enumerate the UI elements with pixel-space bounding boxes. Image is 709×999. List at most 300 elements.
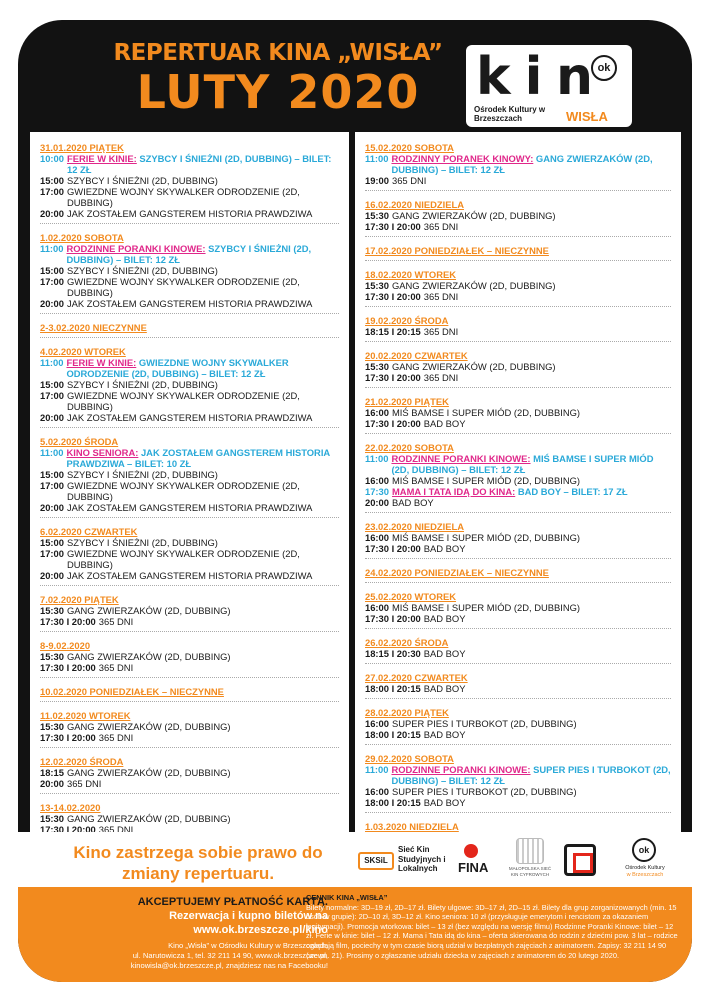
screening-event-label: MAMA I TATA IDĄ DO KINA: (391, 486, 516, 497)
screening-time: 18:00 I 20:15 (365, 797, 421, 808)
screening-time: 17:30 I 20:00 (365, 221, 421, 232)
schedule-day (365, 396, 671, 434)
screening-film: BAD BOY – BILET: 17 ZŁ (515, 486, 628, 497)
screening-time: 16:00 (365, 602, 389, 613)
day-heading: 31.01.2020 PIĄTEK (40, 142, 124, 153)
screening-row (365, 602, 671, 613)
day-heading: 16.02.2020 NIEDZIELA (365, 199, 465, 210)
screening-time: 20:00 (40, 502, 64, 513)
screening-row (40, 186, 339, 208)
screening-row (365, 291, 671, 302)
schedule-column-left (30, 132, 349, 832)
schedule-day (40, 232, 339, 314)
screening-row (365, 543, 671, 554)
screening-time: 15:30 (40, 605, 64, 616)
screening-title (424, 221, 671, 232)
screening-time: 20:00 (40, 208, 64, 219)
screening-title (392, 361, 671, 372)
screening-title (67, 767, 339, 778)
screening-row (40, 208, 339, 219)
screening-film: GWIEZDNE WOJNY SKYWALKER ODRODZENIE (2D, DUBBING) (66, 548, 300, 570)
screening-time: 15:00 (40, 175, 64, 186)
screening-film: BAD BOY (423, 648, 466, 659)
screening-title (66, 447, 339, 469)
screening-time: 16:00 (365, 407, 389, 418)
screening-time: 16:00 (365, 532, 389, 543)
screening-time: 17:30 I 20:00 (365, 291, 421, 302)
screening-time: 17:30 I 20:00 (40, 732, 96, 743)
screening-row (365, 764, 671, 786)
schedule-day (365, 199, 671, 237)
screening-time: 17:00 (40, 186, 64, 197)
screening-title (66, 243, 339, 265)
screening-row (40, 469, 339, 480)
screening-title (67, 379, 339, 390)
screening-row (365, 718, 671, 729)
screening-film: BAD BOY (423, 418, 466, 429)
screening-title (391, 764, 671, 786)
screening-time: 10:00 (40, 153, 64, 164)
screening-title (67, 469, 339, 480)
screening-title (67, 537, 339, 548)
screening-film: MIŚ BAMSE I SUPER MIÓD (2D, DUBBING) (391, 532, 581, 543)
schedule-day (40, 756, 339, 794)
screening-title (391, 453, 671, 475)
screening-time: 15:30 (365, 280, 389, 291)
screening-row (40, 412, 339, 423)
screening-row (40, 778, 339, 789)
screening-time: 17:30 I 20:00 (365, 418, 421, 429)
address-line: ul. Narutowicza 1, tel. 32 211 14 90, www.ok.brzeszcze.pl, (132, 951, 328, 960)
screening-film: BAD BOY (423, 613, 466, 624)
schedule-day (365, 350, 671, 388)
screening-title (392, 475, 671, 486)
screening-time: 15:00 (40, 265, 64, 276)
screening-time: 15:00 (40, 469, 64, 480)
screening-row (365, 648, 671, 659)
screening-title (424, 326, 671, 337)
schedule-day (40, 346, 339, 428)
screening-row (40, 265, 339, 276)
screening-title (67, 548, 339, 570)
screening-row (40, 537, 339, 548)
screening-time: 18:00 I 20:15 (365, 683, 421, 694)
screening-title (392, 407, 671, 418)
screening-film: SUPER PIES I TURBOKOT (2D, DUBBING) (391, 786, 577, 797)
header (18, 20, 692, 132)
screening-film: SZYBCY I ŚNIEŻNI (2D, DUBBING) – BILET: 12 ZŁ (66, 243, 312, 265)
ok-text-line2: w Brzeszczach (626, 871, 664, 878)
screening-time: 17:00 (40, 548, 64, 559)
screening-film: GANG ZWIERZAKÓW (2D, DUBBING) (66, 651, 231, 662)
screening-row (365, 497, 671, 508)
address-line: Kino „Wisła” w Ośrodku Kultury w Brzeszczach, (168, 941, 328, 950)
screening-title (392, 486, 671, 497)
sksil-icon: SKSiL (358, 852, 394, 870)
screening-title (392, 786, 671, 797)
screening-time: 16:00 (365, 786, 389, 797)
screening-row (365, 372, 671, 383)
day-heading: 19.02.2020 ŚRODA (365, 315, 449, 326)
ok-icon-small: ok (632, 838, 656, 862)
screening-film: SZYBCY I ŚNIEŻNI (2D, DUBBING) (66, 265, 218, 276)
schedule-day (40, 710, 339, 748)
malopolska-text: MAŁOPOLSKA SIEĆ KIN CYFROWYCH (508, 866, 552, 877)
day-heading: 15.02.2020 SOBOTA (365, 142, 454, 153)
footer-band (18, 832, 692, 887)
screening-row (365, 153, 671, 175)
screening-row (365, 326, 671, 337)
day-heading: 6.02.2020 CZWARTEK (40, 526, 138, 537)
day-heading: 26.02.2020 ŚRODA (365, 637, 449, 648)
screening-time: 20:00 (40, 298, 64, 309)
screening-event-label: KINO SENIORA: (66, 447, 139, 458)
screening-film: JAK ZOSTAŁEM GANGSTEREM HISTORIA PRAWDZIWA (66, 208, 313, 219)
screening-row (40, 651, 339, 662)
screening-film: GANG ZWIERZAKÓW (2D, DUBBING) (391, 210, 556, 221)
booking-link[interactable]: www.ok.brzeszcze.pl/kino (193, 924, 328, 936)
screening-row (40, 390, 339, 412)
day-heading: 7.02.2020 PIĄTEK (40, 594, 119, 605)
screening-title (67, 502, 339, 513)
screening-time: 11:00 (40, 447, 64, 458)
screening-title (99, 662, 339, 673)
booking-line: Rezerwacja i kupno biletów na (169, 910, 328, 922)
screening-film: GANG ZWIERZAKÓW (2D, DUBBING) (66, 813, 231, 824)
screening-film: GWIEZDNE WOJNY SKYWALKER ODRODZENIE (2D, DUBBING) (66, 186, 300, 208)
screening-film: SZYBCY I ŚNIEŻNI (2D, DUBBING) (66, 379, 218, 390)
schedule-day (365, 591, 671, 629)
screening-title (67, 412, 339, 423)
day-heading: 8-9.02.2020 (40, 640, 91, 651)
schedule-day (40, 802, 339, 832)
schedule-day (365, 142, 671, 191)
screening-row (365, 418, 671, 429)
screening-row (40, 480, 339, 502)
screening-title (67, 175, 339, 186)
screening-film: 365 DNI (98, 616, 134, 627)
day-heading: 28.02.2020 PIĄTEK (365, 707, 449, 718)
screening-film: JAK ZOSTAŁEM GANGSTEREM HISTORIA PRAWDZIWA – BILET: 10 ZŁ (66, 447, 330, 469)
screening-title (424, 291, 671, 302)
screening-time: 17:00 (40, 480, 64, 491)
screening-event-label: FERIE W KINIE: (66, 357, 137, 368)
schedule-day (365, 567, 671, 583)
screening-row (40, 175, 339, 186)
screening-row (365, 221, 671, 232)
screening-event-label: FERIE W KINIE: (66, 153, 137, 164)
screening-time: 11:00 (365, 153, 389, 164)
schedule-day (365, 637, 671, 664)
screening-title (67, 298, 339, 309)
square-logo-icon (564, 844, 596, 876)
screening-film: JAK ZOSTAŁEM GANGSTEREM HISTORIA PRAWDZIWA (66, 570, 313, 581)
screening-row (365, 407, 671, 418)
screening-film: 365 DNI (423, 326, 459, 337)
screening-film: GANG ZWIERZAKÓW (2D, DUBBING) (66, 721, 231, 732)
screening-film: SZYBCY I ŚNIEŻNI (2D, DUBBING) (66, 537, 218, 548)
screening-row (40, 662, 339, 673)
info-band (18, 887, 692, 982)
logo-osrodek: Ośrodek Kultury w Brzeszczach (474, 105, 546, 123)
screening-time: 17:30 I 20:00 (40, 662, 96, 673)
screening-event-label: RODZINNE PORANKI KINOWE: (66, 243, 206, 254)
screening-row (40, 732, 339, 743)
screening-time: 15:00 (40, 537, 64, 548)
screening-row (40, 243, 339, 265)
screening-title (392, 280, 671, 291)
screening-title (424, 648, 671, 659)
screening-time: 16:00 (365, 718, 389, 729)
screening-film: GANG ZWIERZAKÓW (2D, DUBBING) (391, 280, 556, 291)
screening-title (67, 570, 339, 581)
malopolska-icon (516, 838, 544, 864)
screening-row (365, 797, 671, 808)
screening-title (99, 616, 339, 627)
screening-film: BAD BOY (423, 543, 466, 554)
screening-row (365, 786, 671, 797)
screening-time: 15:30 (365, 361, 389, 372)
screening-film: BAD BOY (423, 797, 466, 808)
screening-event-label: RODZINNE PORANKI KINOWE: (391, 764, 531, 775)
screening-title (67, 813, 339, 824)
screening-title (66, 357, 339, 379)
screening-title (424, 613, 671, 624)
screening-film: JAK ZOSTAŁEM GANGSTEREM HISTORIA PRAWDZIWA (66, 298, 313, 309)
malopolska-logo (506, 838, 554, 884)
screening-film: 365 DNI (98, 662, 134, 673)
fina-logo (458, 844, 500, 874)
price-list-title: CENNIK KINA „WISŁA” (306, 893, 388, 902)
screening-title (424, 543, 671, 554)
ok-brzeszcze-logo (620, 838, 670, 886)
screening-row (365, 453, 671, 475)
screening-film: BAD BOY (423, 729, 466, 740)
schedule-day (40, 436, 339, 518)
screening-title (67, 276, 339, 298)
screening-film: GANG ZWIERZAKÓW (2D, DUBBING) (66, 605, 231, 616)
screening-event-label: RODZINNE PORANKI KINOWE: (391, 453, 531, 464)
screening-title (67, 390, 339, 412)
day-heading: 17.02.2020 PONIEDZIAŁEK – NIECZYNNE (365, 245, 549, 256)
screening-row (365, 729, 671, 740)
screening-time: 20:00 (40, 412, 64, 423)
screening-title (67, 208, 339, 219)
ok-text (620, 865, 670, 878)
screening-time: 15:30 (40, 721, 64, 732)
screening-film: GWIEZDNE WOJNY SKYWALKER ODRODZENIE (2D, DUBBING) (66, 480, 300, 502)
screening-row (40, 153, 339, 175)
schedule-day (365, 672, 671, 699)
screening-film: 365 DNI (391, 175, 427, 186)
day-heading: 13-14.02.2020 (40, 802, 101, 813)
contact-block (58, 895, 328, 971)
screening-film: GANG ZWIERZAKÓW (2D, DUBBING) (66, 767, 231, 778)
screening-film: SZYBCY I ŚNIEŻNI (2D, DUBBING) (66, 175, 218, 186)
screening-film: JAK ZOSTAŁEM GANGSTEREM HISTORIA PRAWDZIWA (66, 502, 313, 513)
screening-title (392, 497, 671, 508)
schedule-day (365, 269, 671, 307)
schedule-day (40, 322, 339, 338)
screening-title (67, 651, 339, 662)
screening-title (424, 729, 671, 740)
day-heading: 10.02.2020 PONIEDZIAŁEK – NIECZYNNE (40, 686, 224, 697)
screening-film: 365 DNI (66, 778, 102, 789)
screening-film: JAK ZOSTAŁEM GANGSTEREM HISTORIA PRAWDZIWA (66, 412, 313, 423)
fina-text: FINA (458, 860, 489, 875)
screening-time: 16:00 (365, 475, 389, 486)
screening-film: 365 DNI (423, 372, 459, 383)
schedule-day (40, 640, 339, 678)
screening-title (67, 265, 339, 276)
screening-title (67, 778, 339, 789)
screening-time: 18:00 I 20:15 (365, 729, 421, 740)
day-heading: 1.02.2020 SOBOTA (40, 232, 124, 243)
screening-title (392, 532, 671, 543)
day-heading: 29.02.2020 SOBOTA (365, 753, 454, 764)
schedule-day (40, 526, 339, 586)
screening-time: 19:00 (365, 175, 389, 186)
screening-title (392, 175, 671, 186)
screening-title (67, 721, 339, 732)
day-heading: 1.03.2020 NIEDZIELA (365, 821, 459, 832)
screening-time: 17:30 (365, 486, 389, 497)
screening-row (365, 361, 671, 372)
screening-row (365, 175, 671, 186)
schedule-day (365, 442, 671, 513)
screening-title (392, 718, 671, 729)
screening-film: MIŚ BAMSE I SUPER MIÓD (2D, DUBBING) (391, 475, 581, 486)
schedule-day (365, 821, 671, 832)
screening-film: GANG ZWIERZAKÓW (2D, DUBBING) (391, 361, 556, 372)
ok-icon: ok (591, 55, 617, 81)
fina-play-icon (464, 844, 478, 858)
screening-film: MIŚ BAMSE I SUPER MIÓD (2D, DUBBING) – BILET: 12 ZŁ (391, 453, 654, 475)
screening-time: 11:00 (40, 357, 64, 368)
screening-film: 365 DNI (98, 824, 134, 832)
screening-row (365, 280, 671, 291)
schedule-column-right (355, 132, 681, 832)
screening-time: 18:15 (40, 767, 64, 778)
day-heading: 2-3.02.2020 NIECZYNNE (40, 322, 147, 333)
screening-row (40, 767, 339, 778)
price-list (306, 893, 678, 960)
schedule-day (365, 753, 671, 813)
screening-row (365, 210, 671, 221)
screening-time: 17:30 I 20:00 (365, 372, 421, 383)
screening-time: 20:00 (40, 570, 64, 581)
screening-film: SUPER PIES I TURBOKOT (2D, DUBBING) (391, 718, 577, 729)
screening-title (424, 683, 671, 694)
screening-title (391, 153, 671, 175)
screening-film: GANG ZWIERZAKÓW (2D, DUBBING) – BILET: 12 ZŁ (391, 153, 653, 175)
sksil-logo (358, 840, 458, 880)
schedule-day (365, 245, 671, 261)
screening-title (67, 480, 339, 502)
screening-row (40, 605, 339, 616)
screening-film: 365 DNI (423, 291, 459, 302)
poster-frame (18, 20, 692, 982)
screening-time: 18:15 I 20:15 (365, 326, 421, 337)
screening-row (40, 379, 339, 390)
day-heading: 25.02.2020 WTOREK (365, 591, 457, 602)
screening-time: 17:30 I 20:00 (40, 616, 96, 627)
screening-row (365, 486, 671, 497)
price-list-text: Bilety normalne: 3D–19 zł, 2D–17 zł. Bilety ulgowe: 3D–17 zł, 2D–15 zł. Bilety dla grup zorganizowanych (min. 15 osób w grupie): 2D–10 zł, 3D–12 zł. Kino seniora: 10 zł (przysługuje emerytom i rencistom za okazaniem legitymacji). Promocja wtorkowa: bilet – 13 zł (bez względu na wersję filmu) Rodzinne Poranki Kinowe: bilet – 12 zł. Ferie w kinie: bilet – 12 zł. Mama i Tata idą do kina – oferta skierowana do rodzin z dziećmi pow. 3 lat – rodzice oglądają film, pociechy w tym czasie biorą udział w bezpłatnych zajęciach z animatorem. Zapisy: 32 211 14 90 (wewn. 21). Prosimy o zgłaszanie udziału dziecka w zajęciach z animatorem do 20 lutego 2020. (306, 902, 678, 960)
screening-row (365, 683, 671, 694)
schedule-day (40, 686, 339, 702)
screening-film: SUPER PIES I TURBOKOT (2D, DUBBING) – BILET: 12 ZŁ (391, 764, 671, 786)
screening-time: 17:00 (40, 390, 64, 401)
screening-time: 15:00 (40, 379, 64, 390)
screening-time: 15:30 (40, 651, 64, 662)
screening-time: 17:30 I 20:00 (365, 613, 421, 624)
screening-title (392, 210, 671, 221)
screening-row (40, 548, 339, 570)
schedule-day (365, 521, 671, 559)
screening-row (40, 813, 339, 824)
sksil-text: Sieć Kin Studyjnych i Lokalnych (398, 845, 446, 873)
day-heading: 4.02.2020 WTOREK (40, 346, 126, 357)
screening-film: GWIEZDNE WOJNY SKYWALKER ODRODZENIE (2D, DUBBING) (66, 276, 300, 298)
screening-time: 11:00 (365, 764, 389, 775)
logo-ki: k i (476, 47, 541, 107)
screening-title (67, 605, 339, 616)
screening-row (40, 570, 339, 581)
screening-time: 11:00 (40, 243, 64, 254)
screening-row (40, 357, 339, 379)
screening-row (40, 721, 339, 732)
day-heading: 21.02.2020 PIĄTEK (365, 396, 449, 407)
screening-time: 11:00 (365, 453, 389, 464)
screening-title (67, 153, 339, 175)
screening-event-label: RODZINNY PORANEK KINOWY: (391, 153, 534, 164)
screening-film: SZYBCY I ŚNIEŻNI (2D, DUBBING) (66, 469, 218, 480)
schedule-day (365, 707, 671, 745)
ok-text-line1: Ośrodek Kultury (625, 865, 665, 871)
screening-row (365, 613, 671, 624)
screening-time: 20:00 (365, 497, 389, 508)
screening-time: 17:00 (40, 276, 64, 287)
repertoire-notice: Kino zastrzega sobie prawo do zmiany repertuaru. (73, 843, 323, 883)
schedule-day (40, 142, 339, 224)
day-heading: 18.02.2020 WTOREK (365, 269, 457, 280)
screening-title (99, 732, 339, 743)
screening-row (40, 447, 339, 469)
screening-title (424, 372, 671, 383)
screening-title (392, 602, 671, 613)
day-heading: 27.02.2020 CZWARTEK (365, 672, 468, 683)
logo-n: n (556, 47, 594, 107)
screening-film: GWIEZDNE WOJNY SKYWALKER ODRODZENIE (2D, DUBBING) (66, 390, 300, 412)
screening-row (40, 616, 339, 627)
screening-row (40, 298, 339, 309)
screening-time: 15:30 (365, 210, 389, 221)
title-month: LUTY 2020 (136, 65, 420, 119)
screening-row (40, 502, 339, 513)
day-heading: 12.02.2020 ŚRODA (40, 756, 124, 767)
title-cinema: REPERTUAR KINA „WISŁA” (113, 40, 443, 66)
schedule-day (40, 594, 339, 632)
screening-film: 365 DNI (98, 732, 134, 743)
screening-title (67, 186, 339, 208)
screening-film: MIŚ BAMSE I SUPER MIÓD (2D, DUBBING) (391, 407, 581, 418)
screening-time: 17:30 I 20:00 (365, 543, 421, 554)
day-heading: 23.02.2020 NIEDZIELA (365, 521, 465, 532)
screening-title (424, 418, 671, 429)
screening-title (99, 824, 339, 832)
kino-wisla-logo (466, 45, 632, 127)
